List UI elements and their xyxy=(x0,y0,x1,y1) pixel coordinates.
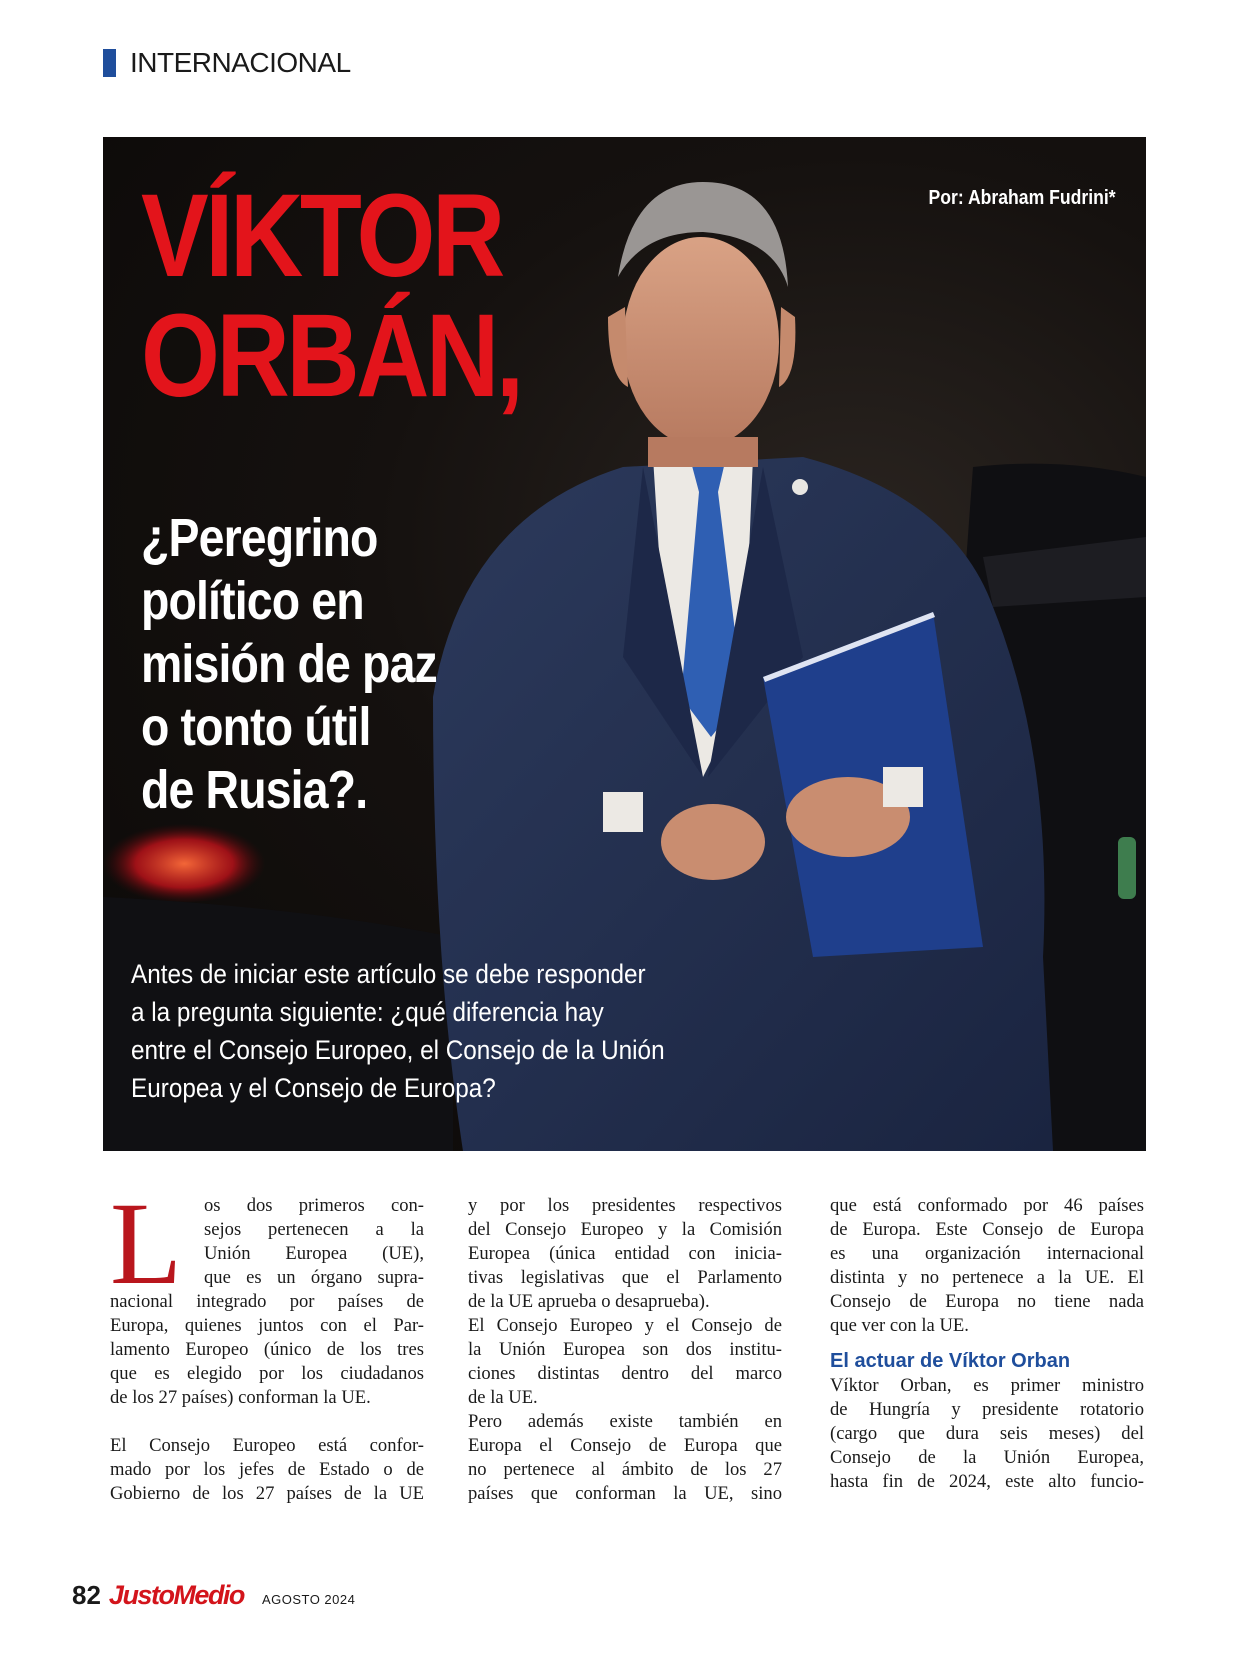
text-line: que es elegido por los ciudadanos xyxy=(110,1363,424,1384)
text-line: del Consejo Europeo y la Comisión xyxy=(468,1219,782,1240)
subtitle-line: político en xyxy=(141,571,364,631)
text-line: Consejo de Europa no tiene nada xyxy=(830,1291,1144,1312)
text-line: de Europa. Este Consejo de Europa xyxy=(830,1219,1144,1240)
text-line: Gobierno de los 27 países de la UE xyxy=(110,1483,424,1504)
text-line: Consejo de la Unión Europea, xyxy=(830,1447,1144,1468)
text-line: hasta fin de 2024, este alto funcio- xyxy=(830,1471,1144,1492)
text-line: Europa el Consejo de Europa que xyxy=(468,1435,782,1456)
text-line: de Hungría y presidente rotatorio xyxy=(830,1399,1144,1420)
text-line: no pertenece al ámbito de los 27 xyxy=(468,1459,782,1480)
article-column-1 xyxy=(110,1178,424,1506)
section-header xyxy=(103,48,351,78)
article-column-3 xyxy=(830,1194,1144,1494)
text-line: nacional integrado por países de xyxy=(110,1291,424,1312)
article-subheading: El actuar de Víktor Orban xyxy=(830,1350,1071,1372)
text-line: de la UE. xyxy=(468,1387,538,1408)
text-line: distinta y no pertenece a la UE. El xyxy=(830,1267,1144,1288)
lead-line: Europea y el Consejo de Europa? xyxy=(131,1073,496,1103)
issue-date: AGOSTO 2024 xyxy=(261,1592,356,1607)
lead-line: entre el Consejo Europeo, el Consejo de la Unión xyxy=(131,1035,665,1065)
text-line: lamento Europeo (único de los tres xyxy=(110,1339,424,1360)
text-line: de los 27 países) conforman la UE. xyxy=(110,1387,371,1408)
text-line: (cargo que dura seis meses) del xyxy=(830,1423,1144,1444)
subtitle-line: o tonto útil xyxy=(141,697,371,757)
page-footer xyxy=(72,1580,355,1616)
text-line: ciones distintas dentro del marco xyxy=(468,1363,782,1384)
text-line: la Unión Europea son dos institu- xyxy=(468,1339,782,1360)
lead-line: a la pregunta siguiente: ¿qué diferencia hay xyxy=(131,997,604,1027)
text-line: os dos primeros con- xyxy=(204,1195,424,1216)
lead-line: Antes de iniciar este artículo se debe responder xyxy=(131,959,646,989)
text-line: que es un órgano supra- xyxy=(204,1267,424,1288)
article-column-2 xyxy=(468,1194,782,1506)
text-line: El Consejo Europeo está confor- xyxy=(110,1435,424,1456)
headline-line-2: ORBÁN, xyxy=(141,290,521,422)
hero-image xyxy=(103,137,1146,1151)
text-line: sejos pertenecen a la xyxy=(204,1219,424,1240)
text-line: es una organización internacional xyxy=(830,1243,1144,1264)
text-line: Europea (única entidad con inicia- xyxy=(468,1243,782,1264)
text-line: y por los presidentes respectivos xyxy=(468,1195,782,1216)
section-marker xyxy=(103,49,116,77)
byline: Por: Abraham Fudrini* xyxy=(928,187,1116,209)
text-line: mado por los jefes de Estado o de xyxy=(110,1459,424,1480)
drop-cap: L xyxy=(110,1178,183,1309)
section-label: INTERNACIONAL xyxy=(130,47,351,78)
page-number: 82 xyxy=(72,1580,101,1610)
text-line: que está conformado por 46 países xyxy=(830,1195,1144,1216)
text-line: países que conforman la UE, sino xyxy=(468,1483,782,1504)
subtitle-line: ¿Peregrino xyxy=(141,508,378,568)
lead-paragraph xyxy=(131,955,761,1107)
text-line: Pero además existe también en xyxy=(468,1411,782,1432)
text-line: que ver con la UE. xyxy=(830,1315,969,1336)
magazine-logo: JustoMedio xyxy=(108,1580,244,1610)
text-line: Europa, quienes juntos con el Par- xyxy=(110,1315,424,1336)
text-line: Víktor Orban, es primer ministro xyxy=(830,1375,1144,1396)
subtitle-line: de Rusia?. xyxy=(141,760,368,820)
headline-line-1: VÍKTOR xyxy=(141,170,502,302)
text-line: El Consejo Europeo y el Consejo de xyxy=(468,1315,782,1336)
dropcap-lines xyxy=(204,1194,424,1290)
text-line: tivas legislativas que el Parlamento xyxy=(468,1267,782,1288)
text-line: Unión Europea (UE), xyxy=(204,1243,424,1264)
text-line: de la UE aprueba o desaprueba). xyxy=(468,1291,710,1312)
subtitle xyxy=(141,507,588,822)
subtitle-line: misión de paz xyxy=(141,634,437,694)
